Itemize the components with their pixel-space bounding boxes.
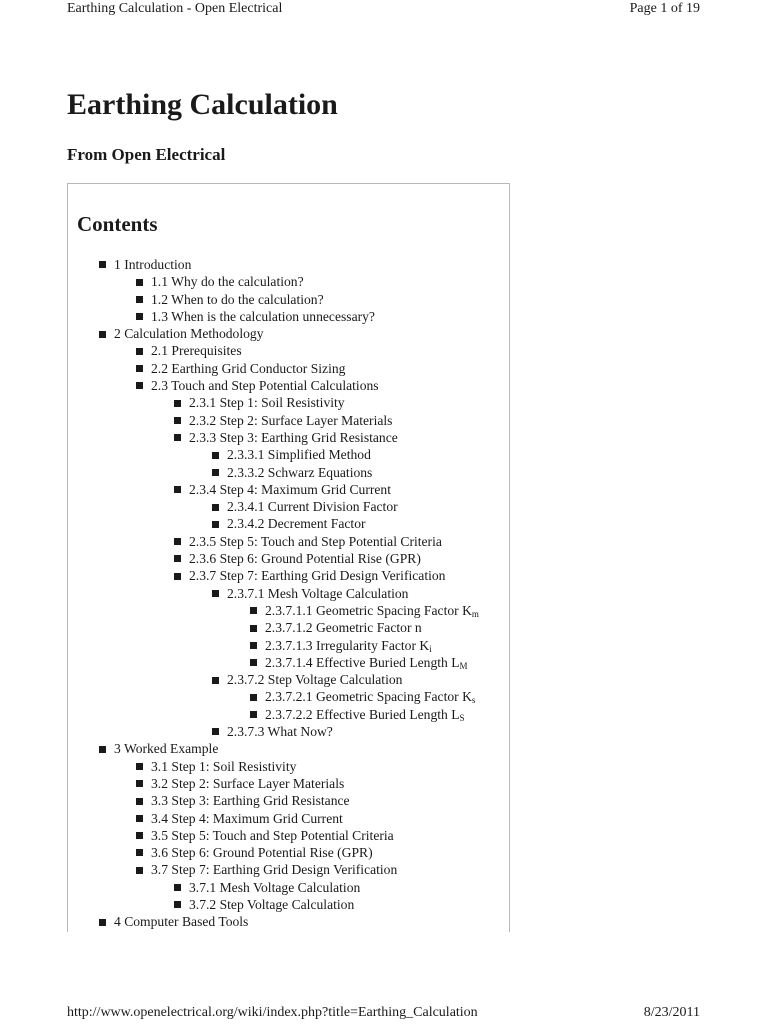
toc-item[interactable] [68, 481, 509, 498]
toc-item[interactable] [68, 273, 509, 290]
toc-item[interactable] [68, 585, 509, 602]
toc-item-label: 2.3.4.1 Current Division Factor [227, 499, 398, 515]
square-bullet-icon [136, 313, 143, 320]
toc-item-label: 1.2 When to do the calculation? [151, 291, 324, 307]
toc-item-label: 3 Worked Example [114, 741, 219, 757]
toc-item[interactable] [68, 394, 509, 411]
toc-item-label: 3.7 Step 7: Earthing Grid Design Verification [151, 862, 398, 878]
toc-item[interactable] [68, 291, 509, 308]
square-bullet-icon [136, 296, 143, 303]
toc-item[interactable] [68, 446, 509, 463]
footer-date: 8/23/2011 [643, 1005, 700, 1020]
toc-item-label: 2.3.5 Step 5: Touch and Step Potential Criteria [189, 533, 442, 549]
toc-item[interactable] [68, 498, 509, 515]
toc-item-label: 2.3.7.3 What Now? [227, 724, 333, 740]
toc-item[interactable] [68, 377, 509, 394]
toc-item-label: 2.3.7.2.2 Effective Buried Length L [265, 706, 460, 722]
toc-item[interactable] [68, 325, 509, 342]
toc-item-label: 2.3.1 Step 1: Soil Resistivity [189, 395, 345, 411]
toc-item[interactable] [68, 533, 509, 550]
toc-item[interactable] [68, 792, 509, 809]
toc-item-label: 2 Calculation Methodology [114, 326, 264, 342]
toc-item[interactable] [68, 723, 509, 740]
toc-item-label: 3.7.1 Mesh Voltage Calculation [189, 879, 361, 895]
toc-item[interactable] [68, 758, 509, 775]
toc-item-subscript: s [471, 695, 476, 706]
square-bullet-icon [174, 573, 181, 580]
square-bullet-icon [136, 798, 143, 805]
toc-item[interactable] [68, 671, 509, 688]
toc-item-label: 1.1 Why do the calculation? [151, 274, 304, 290]
toc-item[interactable] [68, 550, 509, 567]
toc-item-label: 2.3.7.1 Mesh Voltage Calculation [227, 585, 409, 601]
toc-item[interactable] [68, 827, 509, 844]
toc-item-label: 3.4 Step 4: Maximum Grid Current [151, 810, 343, 826]
toc-item[interactable] [68, 775, 509, 792]
toc-item[interactable] [68, 637, 509, 654]
square-bullet-icon [174, 486, 181, 493]
square-bullet-icon [174, 555, 181, 562]
square-bullet-icon [174, 901, 181, 908]
square-bullet-icon [212, 504, 219, 511]
square-bullet-icon [136, 832, 143, 839]
square-bullet-icon [174, 884, 181, 891]
toc-item-label: 2.3.7.2.1 Geometric Spacing Factor K [265, 689, 472, 705]
square-bullet-icon [136, 382, 143, 389]
square-bullet-icon [99, 261, 106, 268]
square-bullet-icon [136, 348, 143, 355]
toc-item[interactable] [68, 844, 509, 861]
square-bullet-icon [250, 642, 257, 649]
footer-url: http://www.openelectrical.org/wiki/index.php?title=Earthing_Calculation [67, 1005, 478, 1020]
toc-item[interactable] [68, 740, 509, 757]
toc-list [68, 256, 509, 931]
square-bullet-icon [250, 711, 257, 718]
toc-item[interactable] [68, 602, 509, 619]
page-subtitle: From Open Electrical [67, 145, 226, 164]
square-bullet-icon [250, 694, 257, 701]
toc-item[interactable] [68, 515, 509, 532]
toc-item[interactable] [68, 861, 509, 878]
toc-item[interactable] [68, 567, 509, 584]
toc-item-subscript: S [459, 712, 465, 723]
square-bullet-icon [212, 521, 219, 528]
square-bullet-icon [250, 625, 257, 632]
toc-item[interactable] [68, 342, 509, 359]
square-bullet-icon [250, 607, 257, 614]
table-of-contents [67, 183, 510, 932]
toc-item-label: 2.3.7 Step 7: Earthing Grid Design Verification [189, 568, 446, 584]
square-bullet-icon [136, 867, 143, 874]
square-bullet-icon [212, 677, 219, 684]
square-bullet-icon [174, 434, 181, 441]
square-bullet-icon [212, 728, 219, 735]
toc-item[interactable] [68, 360, 509, 377]
toc-item-label: 2.3 Touch and Step Potential Calculations [151, 378, 379, 394]
toc-item-label: 2.3.7.1.4 Effective Buried Length L [265, 654, 460, 670]
square-bullet-icon [174, 400, 181, 407]
square-bullet-icon [250, 659, 257, 666]
square-bullet-icon [99, 331, 106, 338]
toc-item-label: 3.6 Step 6: Ground Potential Rise (GPR) [151, 845, 373, 861]
square-bullet-icon [136, 849, 143, 856]
square-bullet-icon [136, 279, 143, 286]
toc-item-label: 2.3.7.1.3 Irregularity Factor K [265, 637, 430, 653]
toc-item-label: 2.3.7.1.1 Geometric Spacing Factor K [265, 602, 472, 618]
toc-item-label: 2.3.3.2 Schwarz Equations [227, 464, 373, 480]
toc-item[interactable] [68, 429, 509, 446]
square-bullet-icon [174, 417, 181, 424]
square-bullet-icon [212, 452, 219, 459]
toc-item[interactable] [68, 654, 509, 671]
toc-item-label: 2.2 Earthing Grid Conductor Sizing [151, 360, 346, 376]
toc-item-subscript: m [471, 608, 479, 619]
toc-item[interactable] [68, 706, 509, 723]
toc-item[interactable] [68, 619, 509, 636]
page-header-title: Earthing Calculation - Open Electrical [67, 1, 283, 16]
square-bullet-icon [136, 763, 143, 770]
toc-item[interactable] [68, 913, 509, 930]
toc-item-label: 3.3 Step 3: Earthing Grid Resistance [151, 793, 350, 809]
square-bullet-icon [99, 919, 106, 926]
toc-item-label: 1 Introduction [114, 257, 192, 272]
toc-item-label: 4 Computer Based Tools [114, 914, 249, 930]
toc-item[interactable] [68, 256, 509, 273]
square-bullet-icon [136, 780, 143, 787]
toc-item-label: 2.3.4 Step 4: Maximum Grid Current [189, 481, 392, 497]
toc-item[interactable] [68, 308, 509, 325]
toc-title: Contents [77, 212, 158, 236]
square-bullet-icon [136, 815, 143, 822]
toc-item-label: 2.3.4.2 Decrement Factor [227, 516, 366, 532]
toc-item-label: 3.7.2 Step Voltage Calculation [189, 896, 355, 912]
toc-item-label: 2.3.2 Step 2: Surface Layer Materials [189, 412, 393, 428]
toc-item-label: 2.3.6 Step 6: Ground Potential Rise (GPR) [189, 551, 421, 567]
toc-item-label: 2.3.7.1.2 Geometric Factor n [265, 620, 422, 636]
toc-item-subscript: M [459, 660, 468, 671]
toc-item-label: 2.3.3 Step 3: Earthing Grid Resistance [189, 429, 398, 445]
square-bullet-icon [99, 746, 106, 753]
toc-item[interactable] [68, 688, 509, 705]
toc-item-label: 2.3.7.2 Step Voltage Calculation [227, 672, 403, 688]
toc-item-label: 2.1 Prerequisites [151, 343, 242, 359]
toc-item[interactable] [68, 810, 509, 827]
page-title: Earthing Calculation [67, 88, 338, 121]
square-bullet-icon [174, 538, 181, 545]
toc-item-label: 1.3 When is the calculation unnecessary? [151, 308, 375, 324]
page-number: Page 1 of 19 [629, 1, 700, 16]
toc-item-label: 3.2 Step 2: Surface Layer Materials [151, 775, 345, 791]
square-bullet-icon [212, 469, 219, 476]
square-bullet-icon [136, 365, 143, 372]
toc-item[interactable] [68, 879, 509, 896]
toc-item-label: 2.3.3.1 Simplified Method [227, 447, 371, 463]
toc-item[interactable] [68, 464, 509, 481]
toc-item[interactable] [68, 896, 509, 913]
toc-item[interactable] [68, 412, 509, 429]
toc-item-label: 3.1 Step 1: Soil Resistivity [151, 758, 297, 774]
toc-item-subscript: i [429, 643, 432, 654]
toc-item-label: 3.5 Step 5: Touch and Step Potential Criteria [151, 827, 394, 843]
square-bullet-icon [212, 590, 219, 597]
